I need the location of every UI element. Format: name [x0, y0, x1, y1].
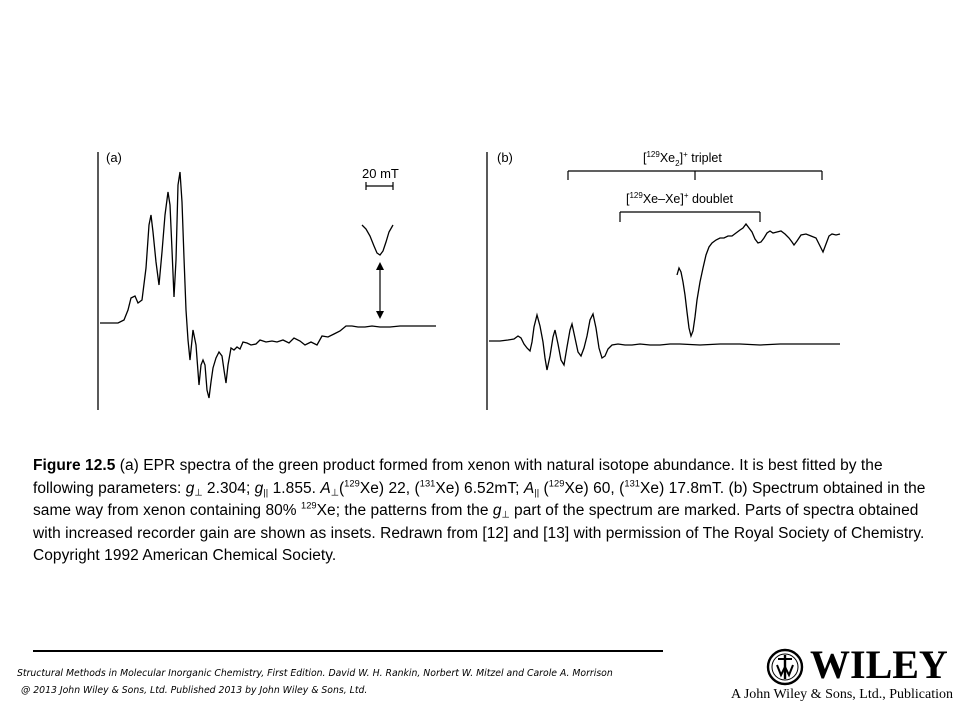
- panel-b-label: (b): [497, 150, 513, 165]
- wiley-logo: [731, 642, 954, 705]
- caption-subscript: ⊥: [501, 509, 510, 520]
- wiley-seal-icon: [765, 647, 805, 687]
- panel-a: [98, 150, 436, 410]
- citation-line-1: Structural Methods in Molecular Inorganic Chemistry, First Edition. David W. H. Rankin, Norbert W. Mitzel and Carole A. Morrison: [17, 668, 613, 679]
- caption-subscript: ⊥: [194, 486, 203, 497]
- scale-bar: [366, 182, 393, 190]
- citation-footer: [17, 665, 737, 699]
- caption-subscript: ||: [263, 486, 269, 497]
- caption-subscript: ⊥: [330, 486, 339, 497]
- caption-symbol: A: [320, 479, 331, 497]
- caption-superscript: 131: [624, 478, 641, 488]
- scale-bar-label: 20 mT: [362, 166, 399, 181]
- doublet-label: [$^{129}$Xe–Xe]+ doublet: [626, 191, 734, 206]
- citation-line-2: @ 2013 John Wiley & Sons, Ltd. Published 2013 by John Wiley & Sons, Ltd.: [21, 685, 368, 696]
- double-arrow: [376, 262, 384, 319]
- caption-superscript: 129: [344, 478, 360, 488]
- panel-a-label: (a): [106, 150, 122, 165]
- footer-divider: [33, 650, 663, 652]
- doublet-bracket: [620, 212, 760, 222]
- triplet-bracket: [568, 171, 822, 180]
- panel-b-inset-spectrum: [677, 224, 840, 336]
- caption-text: (: [539, 479, 549, 497]
- figure-caption: [33, 455, 938, 568]
- caption-text: (a) EPR spectra of the green product formed from xenon with natural isotope abundance. It is best fitted by the following parameters:: [33, 457, 883, 497]
- panel-b-spectrum: [489, 314, 840, 370]
- caption-superscript: 131: [419, 478, 436, 488]
- caption-symbol: g: [254, 479, 264, 497]
- caption-text: Xe) 17.8mT. (b) Spectrum obtained in the same way from xenon containing 80%: [33, 479, 926, 519]
- wiley-tagline: A John Wiley & Sons, Ltd., Publication: [731, 687, 954, 702]
- caption-text: 1.855.: [268, 479, 321, 497]
- caption-text: Xe) 22, (: [359, 479, 420, 497]
- caption-text: Xe) 60, (: [564, 479, 625, 497]
- wiley-wordmark: WILEY: [810, 642, 948, 687]
- caption-text: 2.304;: [202, 479, 255, 497]
- caption-text: part of the spectrum are marked. Parts of spectra obtained with increased recorder gain are shown as insets. Redrawn from [12] and [13] with permission of The Royal Society of Chemistry. Copyright 1992 American Chemical Society.: [33, 502, 925, 564]
- caption-superscript: 129: [548, 478, 565, 488]
- caption-text: Xe) 6.52mT;: [435, 479, 524, 497]
- caption-text: Xe; the patterns from the: [316, 502, 493, 519]
- caption-text: (: [338, 479, 345, 497]
- panel-a-spectrum: [100, 172, 436, 398]
- caption-heading: Figure 12.5: [33, 457, 116, 474]
- caption-superscript: 129: [300, 500, 317, 511]
- caption-subscript: ||: [534, 486, 540, 497]
- caption-symbol: A: [523, 479, 535, 497]
- panel-b: [487, 150, 840, 410]
- caption-symbol: g: [492, 502, 502, 519]
- caption-symbol: g: [185, 479, 195, 497]
- triplet-label: $[^{129}Xe_2]^+$ triplet: [643, 150, 722, 168]
- inset-peak: [362, 225, 393, 255]
